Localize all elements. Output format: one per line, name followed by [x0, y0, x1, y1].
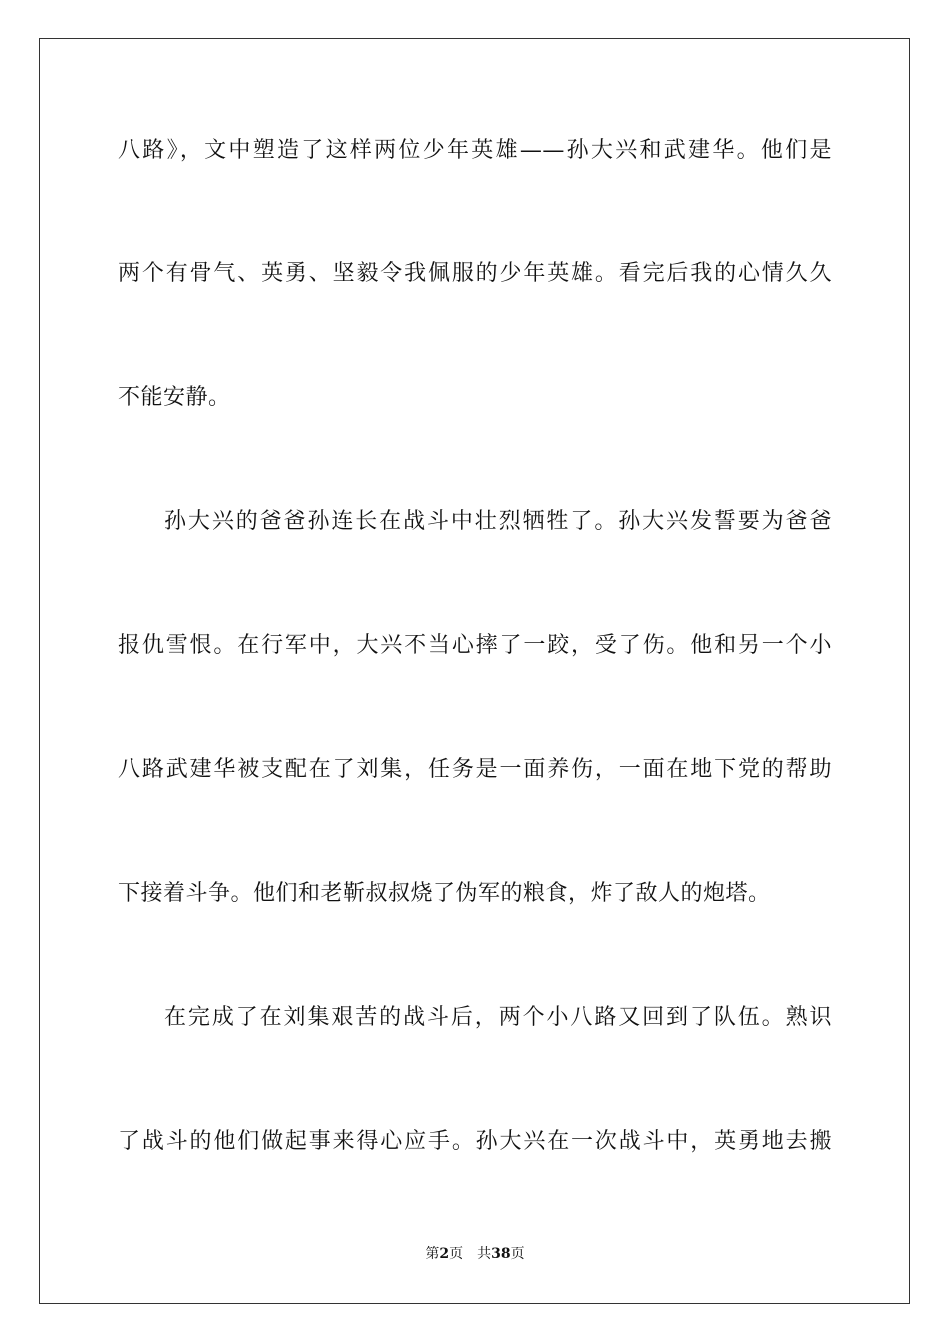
page-footer — [0, 1245, 950, 1263]
paragraph-2-line-2: 报仇雪恨。在行军中，大兴不当心摔了一跤，受了伤。他和另一个小 — [118, 633, 832, 658]
text-line-1: 八路》，文中塑造了这样两位少年英雄——孙大兴和武建华。他们是 — [118, 138, 832, 163]
page-suffix: 页 — [449, 1246, 464, 1262]
paragraph-2-line-1: 孙大兴的爸爸孙连长在战斗中壮烈牺牲了。孙大兴发誓要为爸爸 — [164, 509, 832, 534]
total-pages: 38 — [491, 1246, 511, 1262]
page-number: 2 — [439, 1246, 450, 1262]
paragraph-2-line-3: 八路武建华被支配在了刘集，任务是一面养伤，一面在地下党的帮助 — [118, 757, 832, 782]
text-line-2: 两个有骨气、英勇、坚毅令我佩服的少年英雄。看完后我的心情久久 — [118, 261, 832, 286]
text-line-3: 不能安静。 — [118, 385, 231, 410]
paragraph-3-line-2: 了战斗的他们做起事来得心应手。孙大兴在一次战斗中，英勇地去搬 — [118, 1129, 832, 1154]
paragraph-2-line-4: 下接着斗争。他们和老靳叔叔烧了伪军的粮食，炸了敌人的炮塔。 — [118, 881, 771, 906]
page-prefix: 第 — [425, 1246, 440, 1262]
total-prefix: 共 — [477, 1246, 492, 1262]
total-suffix: 页 — [510, 1246, 525, 1262]
paragraph-3-line-1: 在完成了在刘集艰苦的战斗后，两个小八路又回到了队伍。熟识 — [164, 1005, 832, 1030]
page-border — [39, 38, 910, 1304]
